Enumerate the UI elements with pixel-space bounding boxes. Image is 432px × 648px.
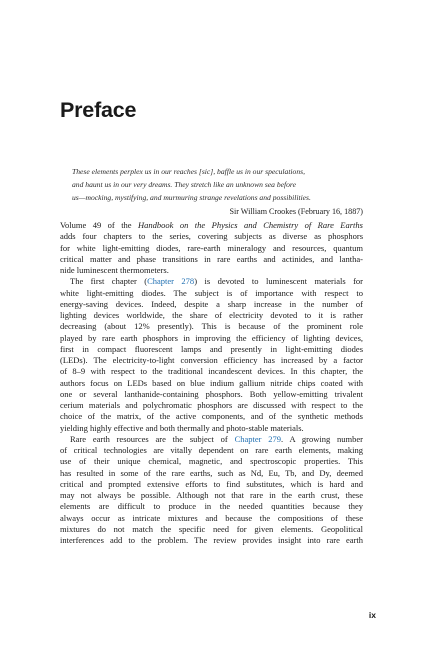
text-run: interferences add to the problem. The review provides insight into rare earth xyxy=(60,535,363,545)
text-line xyxy=(60,490,363,501)
text-line xyxy=(60,411,363,422)
text-line xyxy=(60,468,363,479)
text-run: Rare earth resources are the subject of xyxy=(70,433,235,444)
text-line xyxy=(60,535,363,546)
text-run: played by rare earth phosphors in improving the efficiency of lighting devices, xyxy=(60,332,363,343)
text-line xyxy=(60,445,363,456)
page-title: Preface xyxy=(60,98,137,122)
text-run: nide luminescent thermometers. xyxy=(60,265,169,275)
text-run: Volume 49 of the xyxy=(60,220,139,230)
text-run: yielding highly effective and both thermally and photo-stable materials. xyxy=(60,422,304,433)
text-line xyxy=(60,501,363,512)
text-run: critical and prompted extensive efforts to find substitutes, which is hard and xyxy=(60,478,363,489)
text-line xyxy=(60,299,363,310)
text-run: of 8–9 with respect to the traditional incandescent devices. In this chapter, the xyxy=(60,366,363,377)
text-run: choice of the matrix, of the active components, and of the synthetic methods xyxy=(60,411,363,422)
text-line xyxy=(60,310,363,321)
text-run: use of their unique chemical, magnetic, and spectroscopic properties. This xyxy=(60,456,363,467)
body-paragraph xyxy=(60,434,363,547)
text-line xyxy=(60,434,363,445)
text-run: energy-saving devices. Indeed, despite a sharp increase in the number of xyxy=(60,298,363,309)
text-run: adds four chapters to the series, covering subjects as diverse as phosphors xyxy=(60,231,363,242)
text-line xyxy=(60,321,363,332)
page-number: ix xyxy=(368,610,376,620)
epigraph xyxy=(72,165,362,204)
text-run: critical matter and phase transitions in rare earths and actinides, and lantha- xyxy=(60,253,363,264)
text-run: has resulted in some of the rare earths, such as Nd, Eu, Tb, and Dy, deemed xyxy=(60,467,363,478)
text-run: mixtures do not match the specific need for given elements. Geopolitical xyxy=(60,523,363,534)
epigraph-attribution: Sir William Crookes (February 16, 1887) xyxy=(229,207,363,216)
epigraph-line: and haunt us in our very dreams. They stretch like an unknown sea before xyxy=(72,180,296,189)
body-paragraph xyxy=(60,220,363,276)
text-line xyxy=(60,276,363,287)
text-run: lighting devices worldwide, the share of electricity devoted to it is rather xyxy=(60,310,363,320)
text-line xyxy=(60,243,363,254)
epigraph-line: These elements perplex us in our reaches [sic], baffle us in our speculations, xyxy=(72,167,305,176)
text-run: one or several lanthanide-containing phosphors. Both yellow-emitting trivalent xyxy=(60,388,363,399)
text-line xyxy=(60,220,363,231)
text-run: of critical technologies are vitally dependent on rare earth elements, making xyxy=(60,445,363,455)
text-run: The first chapter ( xyxy=(70,276,148,287)
text-line xyxy=(60,265,363,276)
chapter-link[interactable]: Chapter 278 xyxy=(147,276,195,287)
text-line xyxy=(60,389,363,400)
text-run: authors focus on LEDs based on blue indium gallium nitride chips coated with xyxy=(60,377,363,388)
body-text xyxy=(60,220,363,546)
text-run: always occur as intricate mixtures and because the compositions of these xyxy=(60,512,363,523)
text-line xyxy=(60,513,363,524)
chapter-link[interactable]: Chapter 279 xyxy=(234,433,282,444)
text-line xyxy=(60,254,363,265)
text-run: ) is devoted to luminescent materials for xyxy=(194,276,363,287)
text-run: elements are difficult to produce in the needed quantities because they xyxy=(60,501,363,512)
text-line xyxy=(60,344,363,355)
text-run: for white light-emitting diodes, rare-earth mineralogy and resources, quantum xyxy=(60,242,363,253)
text-run: (LEDs). The electricity-to-light conversion efficiency has increased by a factor xyxy=(60,355,363,365)
text-line xyxy=(60,355,363,366)
text-line xyxy=(60,333,363,344)
epigraph-line: us—mocking, mystifying, and murmuring strange revelations and possibilities. xyxy=(72,193,311,202)
text-run: decreasing (about 12% presently). This is because of the prominent role xyxy=(60,321,363,332)
text-run: first in compact fluorescent lamps and presently in light-emitting diodes xyxy=(60,343,363,354)
text-run: . A growing number xyxy=(281,433,363,444)
text-line xyxy=(60,423,363,434)
book-title: Handbook on the Physics and Chemistry of Rare Earths xyxy=(138,220,363,230)
text-line xyxy=(60,231,363,242)
text-line xyxy=(60,378,363,389)
body-paragraph xyxy=(60,276,363,434)
text-line xyxy=(60,524,363,535)
text-line xyxy=(60,456,363,467)
text-line xyxy=(60,366,363,377)
text-line xyxy=(60,400,363,411)
text-run: may not always be possible. Although not that rare in the earth crust, these xyxy=(60,490,363,500)
text-line xyxy=(60,288,363,299)
text-line xyxy=(60,479,363,490)
text-run: white light-emitting diodes. The subject is of importance with respect to xyxy=(60,287,363,298)
text-run: cerium materials and polychromatic phosphors are discussed with respect to the xyxy=(60,400,363,410)
